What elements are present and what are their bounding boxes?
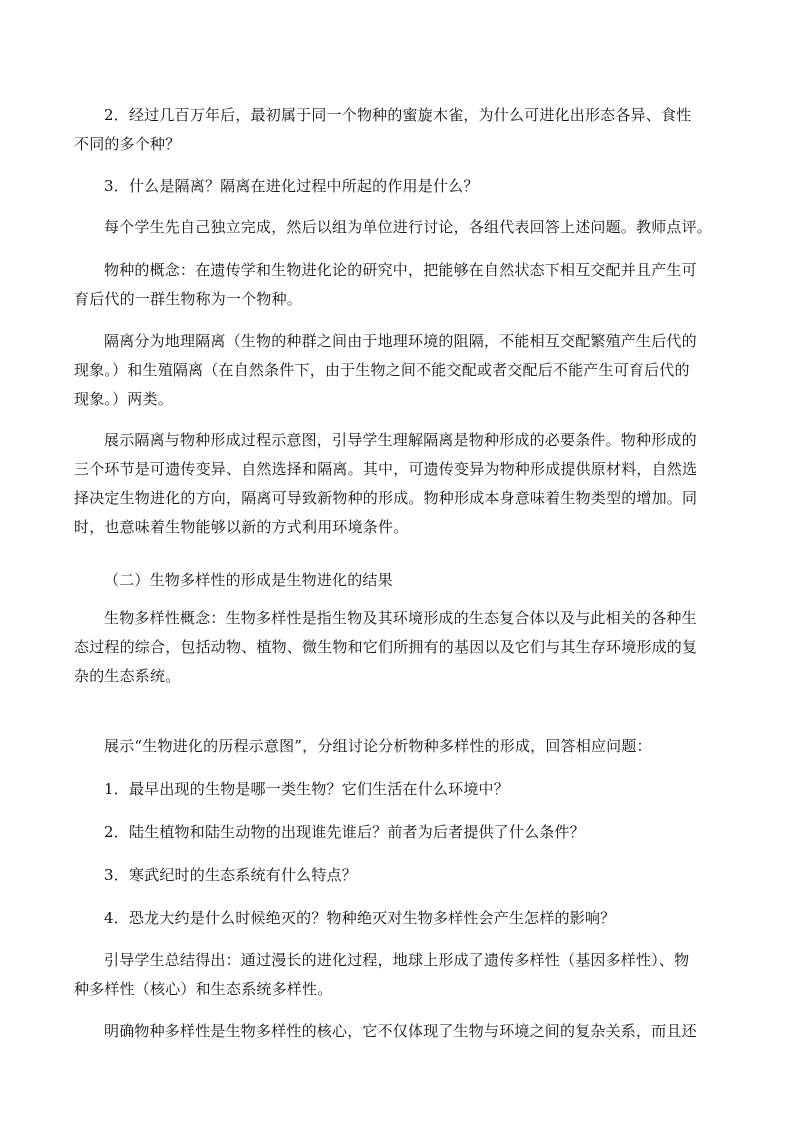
paragraph-6-line-2: 三个环节是可遗传变异、自然选择和隔离。其中，可遗传变异为物种形成提供原材料，自然选 — [74, 460, 698, 478]
paragraph-9-line-1: 展示“生物进化的历程示意图”，分组讨论分析物种多样性的形成，回答相应问题： — [104, 737, 652, 755]
paragraph-5-line-2: 现象。）和生殖隔离（在自然条件下，由于生物之间不能交配或者交配后不能产生可育后代的 — [74, 361, 690, 379]
paragraph-4-line-2: 育后代的一群生物称为一个物种。 — [74, 290, 303, 308]
paragraph-8-line-3: 杂的生态系统。 — [74, 667, 181, 685]
paragraph-14-line-2: 种多样性（核心）和生态系统多样性。 — [74, 980, 333, 998]
paragraph-2-line-1: 3．什么是隔离？隔离在进化过程中所起的作用是什么？ — [104, 177, 479, 195]
paragraph-14-line-1: 引导学生总结得出：通过漫长的进化过程，地球上形成了遗传多样性（基因多样性）、物 — [104, 951, 690, 969]
paragraph-6-line-4: 时，也意味着生物能够以新的方式利用环境条件。 — [74, 518, 409, 536]
paragraph-8-line-1: 生物多样性概念：生物多样性是指生物及其环境形成的生态复合体以及与此相关的各种生 — [104, 609, 697, 627]
paragraph-5-line-3: 现象。）两类。 — [74, 390, 173, 408]
paragraph-13-line-1: 4．恐龙大约是什么时候绝灭的？物种绝灭对生物多样性会产生怎样的影响？ — [104, 909, 616, 927]
paragraph-7-line-1: （二）生物多样性的形成是生物进化的结果 — [104, 571, 393, 589]
paragraph-5-line-1: 隔离分为地理隔离（生物的种群之间由于地理环境的阻隔，不能相互交配繁殖产生后代的 — [104, 332, 697, 350]
paragraph-1-line-1: 2．经过几百万年后，最初属于同一个物种的蜜旋木雀，为什么可进化出形态各异、食性 — [104, 106, 692, 124]
paragraph-1-line-2: 不同的多个种？ — [74, 135, 181, 153]
paragraph-8-line-2: 态过程的综合，包括动物、植物、微生物和它们所拥有的基因以及它们与其生存环境形成的复 — [74, 638, 698, 656]
paragraph-15-line-1: 明确物种多样性是生物多样性的核心，它不仅体现了生物与环境之间的复杂关系，而且还 — [104, 1022, 697, 1040]
paragraph-6-line-3: 择决定生物进化的方向，隔离可导致新物种的形成。物种形成本身意味着生物类型的增加。同 — [74, 489, 698, 507]
paragraph-4-line-1: 物种的概念：在遗传学和生物进化论的研究中，把能够在自然状态下相互交配并且产生可 — [104, 261, 697, 279]
paragraph-11-line-1: 2．陆生植物和陆生动物的出现谁先谁后？前者为后者提供了什么条件？ — [104, 823, 585, 841]
paragraph-6-line-1: 展示隔离与物种形成过程示意图，引导学生理解隔离是物种形成的必要条件。物种形成的 — [104, 431, 697, 449]
paragraph-10-line-1: 1．最早出现的生物是哪一类生物？它们生活在什么环境中？ — [104, 780, 509, 798]
paragraph-12-line-1: 3．寒武纪时的生态系统有什么特点？ — [104, 866, 357, 884]
paragraph-3-line-1: 每个学生先自己独立完成，然后以组为单位进行讨论，各组代表回答上述问题。教师点评。 — [104, 218, 713, 236]
